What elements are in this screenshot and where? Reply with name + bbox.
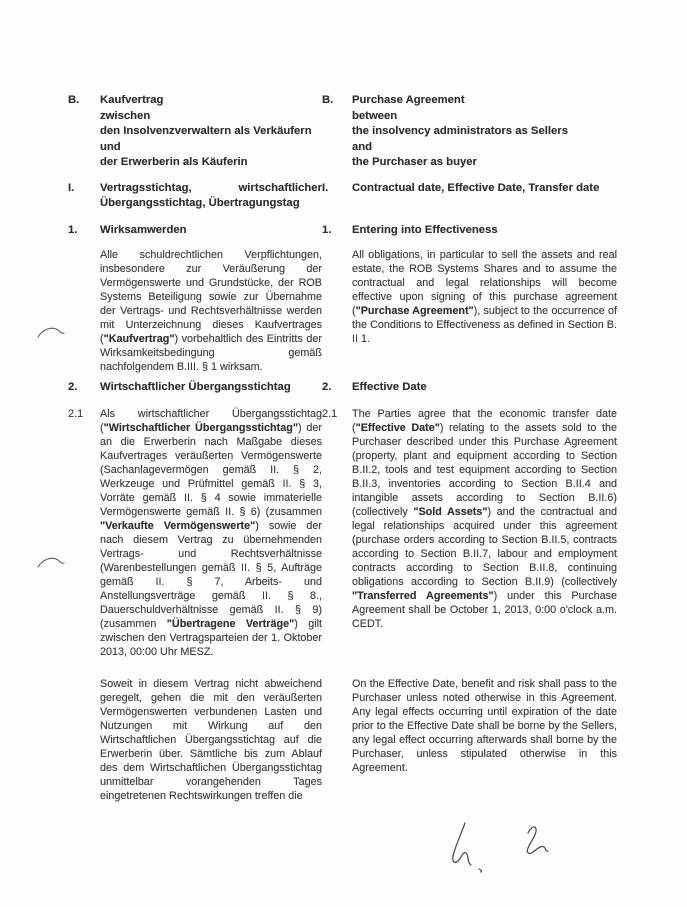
title-line-de: den Insolvenzverwaltern als Verkäufern xyxy=(100,125,312,137)
clause-1-body xyxy=(68,248,617,374)
clause-2-1-body xyxy=(68,407,617,659)
clause-2-1-paragraph-en: The Parties agree that the economic transfer date ("Effective Date") relating to the assets sold to the Purchaser described under this Purchase Agreement (property, plant and equipment according to Section B.II.2, tools and test equipment according to Section B.II.3, inventories according to Section B.II.4 and intangible assets according to Section B.II.6) (collectively "Sold Assets") and the contractual and legal relationships acquired under this agreement (purchase orders according to Section B.II.5, contracts according to Section B.II.7, labour and employment contracts according to Section B.II.8, continuing obligations according to Section B.II.9) (collectively "Transferred Agreements") under this Purchase Agreement shall be October 1, 2013, 0:00 o'clock a.m. CEDT. xyxy=(352,407,618,630)
clause-number-spacer xyxy=(68,248,100,249)
clause-2-title-en: Effective Date xyxy=(352,381,427,393)
section-i-heading xyxy=(68,181,617,212)
pen-arc-mark-upper xyxy=(38,328,64,337)
handwritten-initial-left xyxy=(453,823,482,872)
section-b-title-de xyxy=(100,93,322,171)
clause-number-en: I. xyxy=(322,181,329,194)
clause-2-1-paragraph2-de: Soweit in diesem Vertrag nicht abweichend geregelt, gehen die mit den veräußerten Vermögenswerten verbundenen Lasten und Nutzungen mit Wirkung auf den Wirtschaftlichen Übergangsstichtag auf die Erwerberin über. Sämtliche bis zum Ablauf des dem Wirtschaftlichen Übergangsstichtag unmittelbar vorangehenden Tages eingetretenen Rechtswirkungen treffen die xyxy=(100,677,322,802)
clause-number-de: 2. xyxy=(68,381,78,393)
title-line-de: Kaufvertrag xyxy=(100,94,164,106)
clause-1-title-de: Wirksamwerden xyxy=(100,223,187,236)
clause-number-de: 2.1 xyxy=(68,407,84,420)
clause-number-spacer xyxy=(322,248,352,249)
section-i-title-en: Contractual date, Effective Date, Transfer date xyxy=(352,181,600,194)
section-b-heading xyxy=(68,93,617,171)
clause-2-1-second-paragraph xyxy=(68,677,617,803)
clause-number-en: 1. xyxy=(322,223,332,236)
title-line-en: the Purchaser as buyer xyxy=(352,156,477,168)
section-b-title-en xyxy=(352,93,617,171)
clause-number-en: 2.1 xyxy=(322,407,338,420)
clause-2-1-paragraph-de: Als wirtschaftlicher Übergangsstichtag ("Wirtschaftlicher Übergangsstichtag") der an die Erwerberin nach Maßgabe dieses Kaufvertrages veräußerten Vermögenswerte (Sachanlagevermögen gemäß II. § 2, Werkzeuge und Prüfmittel gemäß II. § 3, Vorräte gemäß II. § 4 sowie immaterielle Vermögenswerte gemäß II. § 6) (zusammen "Verkaufte Vermögenswerte") sowie der nach diesem Vertrag zu übernehmenden Vertrags- und Rechtsverhältnisse (Warenbestellungen gemäß II. § 5, Aufträge gemäß II. § 7, Arbeits- und Anstellungsverträge gemäß II. § 8., Dauerschuldverhältnisse gemäß II. § 9) (zusammen "Übertragene Verträge") gilt zwischen den Vertragsparteien der 1. Oktober 2013, 00:00 Uhr MESZ. xyxy=(100,407,323,658)
clause-number-de: 1. xyxy=(68,223,78,236)
title-line-en: Purchase Agreement xyxy=(352,94,465,106)
clause-1-paragraph-en: All obligations, in particular to sell the assets and real estate, the ROB Systems Shares and to assume the contractual and legal relationships will become effective upon signing of this purchase agreement ("Purchase Agreement"), subject to the occurrence of the Conditions to Effectiveness as defined in Section B. II 1. xyxy=(352,249,617,345)
clause-1-title-en: Entering into Effectiveness xyxy=(352,223,498,236)
title-line-en: the insolvency administrators as Sellers xyxy=(352,125,568,137)
clause-number-de: B. xyxy=(68,94,80,106)
clause-1-heading xyxy=(68,223,617,239)
clause-2-title-de: Wirtschaftlicher Übergangsstichtag xyxy=(100,381,291,393)
clause-1-paragraph-de: Alle schuldrechtlichen Verpflichtungen, insbesondere zur Veräußerung der Vermögenswerte und Grundstücke, der ROB Systems Beteiligung sowie zur Übernahme der Vertrags- und Rechtsverhältnisse werden mit Unterzeichnung dieses Kaufvertrages ("Kaufvertrag") vorbehaltlich des Eintritts der Wirksamkeitsbedingung gemäß nachfolgendem B.III. § 1 wirksam. xyxy=(100,249,322,373)
title-line-en: and xyxy=(352,140,373,153)
section-i-title-de: Vertragsstichtag, wirtschaftlicher Übergangsstichtag, Übertragungstag xyxy=(100,181,322,209)
bilingual-contract-columns xyxy=(68,93,617,803)
title-line-de: der Erwerberin als Käuferin xyxy=(100,156,248,168)
handwritten-initial-right xyxy=(527,827,548,853)
clause-number-de: I. xyxy=(68,181,75,194)
title-line-de: und xyxy=(100,140,121,153)
clause-number-spacer xyxy=(322,677,352,678)
pen-arc-mark-lower xyxy=(38,558,64,567)
title-line-en: between xyxy=(352,109,398,122)
clause-2-1-paragraph2-en: On the Effective Date, benefit and risk shall pass to the Purchaser unless noted otherwise in this Agreement. Any legal effects occurring until expiration of the date prior to the Effective Date shall be borne by the Sellers, any legal effect occurring afterwards shall borne by the Purchaser, unless stipulated otherwise in this Agreement. xyxy=(352,677,617,774)
clause-number-en: B. xyxy=(322,94,334,106)
clause-number-spacer xyxy=(68,677,100,678)
title-line-de: zwischen xyxy=(100,109,151,122)
clause-2-heading xyxy=(68,380,617,396)
clause-number-en: 2. xyxy=(322,381,332,393)
